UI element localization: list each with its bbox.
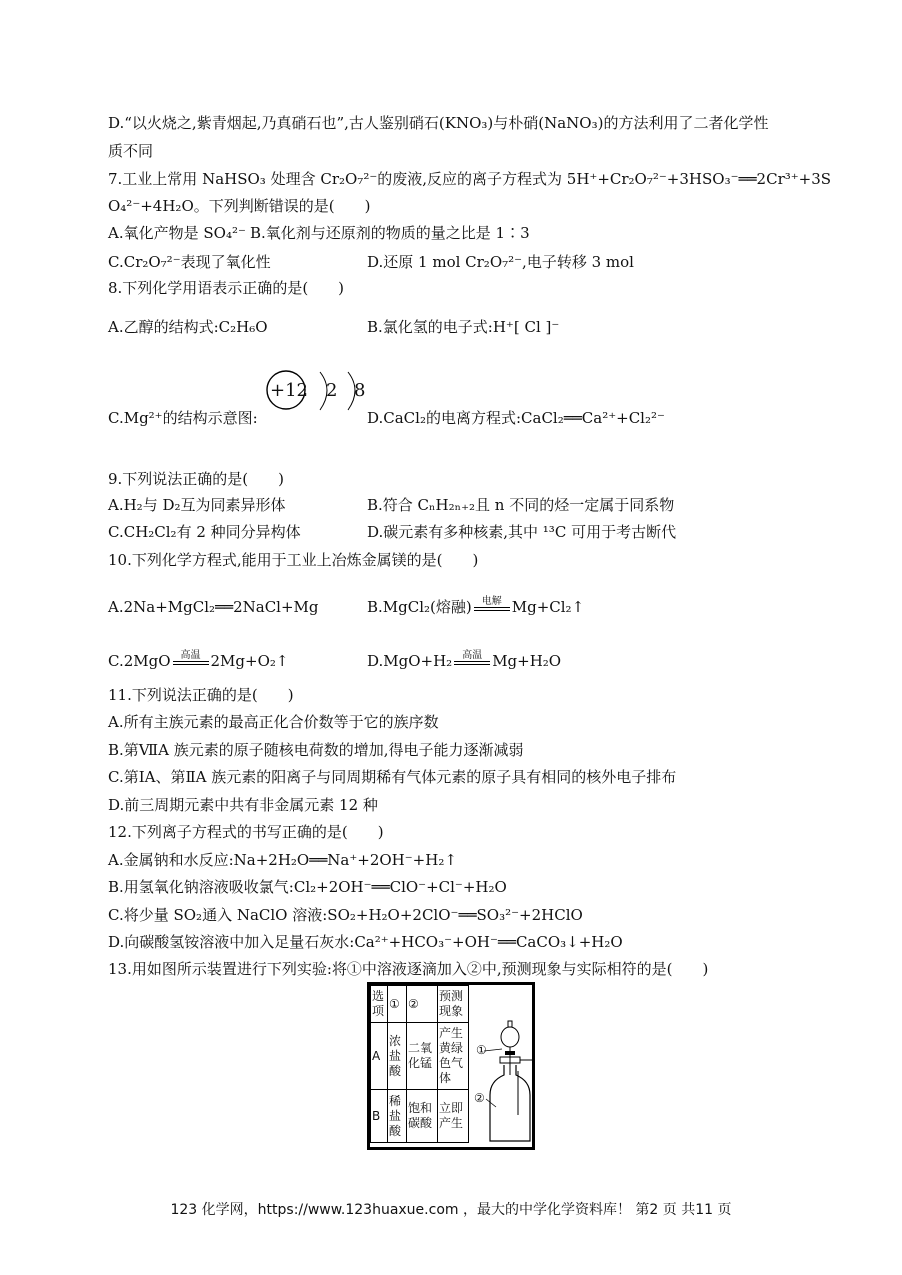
table-cell: A xyxy=(371,1023,388,1090)
table-cell: 饱和碳酸 xyxy=(407,1090,438,1143)
q10-b-products: Mg+Cl₂↑ xyxy=(511,598,585,616)
q8-option-a: A.乙醇的结构式:C₂H₆O xyxy=(108,318,268,336)
q12-option-d: D.向碳酸氢铵溶液中加入足量石灰水:Ca²⁺+HCO₃⁻+OH⁻══CaCO₃↓+H₂O xyxy=(108,933,623,951)
q11-option-a: A.所有主族元素的最高正化合价数等于它的族序数 xyxy=(108,713,439,731)
q7-option-a: A.氧化产物是 SO₄²⁻ xyxy=(108,224,246,242)
q10-c-arrow xyxy=(171,652,211,672)
header-cell: ② xyxy=(407,986,438,1023)
q10-option-d xyxy=(367,651,561,672)
header-cell: 选项 xyxy=(371,986,388,1023)
table-cell: 二氧化锰 xyxy=(407,1023,438,1090)
q10-b-arrow xyxy=(472,598,512,618)
q11-option-c: C.第ⅠA、第ⅡA 族元素的阳离子与同周期稀有气体元素的原子具有相同的核外电子排布 xyxy=(108,768,677,786)
q11-option-d: D.前三周期元素中共有非金属元素 12 种 xyxy=(108,796,378,814)
q10-option-b xyxy=(367,597,584,618)
table-cell: B xyxy=(371,1090,388,1143)
q9-option-d: D.碳元素有多种核素,其中 ¹³C 可用于考古断代 xyxy=(367,523,677,541)
flask-label: ② xyxy=(474,1091,485,1105)
table-cell: 立即产生 xyxy=(438,1090,469,1143)
table-row xyxy=(371,1090,469,1143)
q13-figure xyxy=(367,982,535,1150)
table-cell: 产生黄绿色气体 xyxy=(438,1023,469,1090)
q8-option-b: B.氯化氢的电子式:H⁺[ Cl ]⁻ xyxy=(367,318,560,336)
q11-option-b: B.第ⅦA 族元素的原子随核电荷数的增加,得电子能力逐渐减弱 xyxy=(108,741,524,759)
q6-option-d-line1: D.“以火烧之,紫青烟起,乃真硝石也”,古人鉴别硝石(KNO₃)与朴硝(NaNO₃)的方法利用了二者化学性 xyxy=(108,114,769,132)
q7-option-d: D.还原 1 mol Cr₂O₇²⁻,电子转移 3 mol xyxy=(367,253,634,271)
q10-c-products: 2Mg+O₂↑ xyxy=(210,652,289,670)
table-header-row xyxy=(371,986,469,1023)
q10-b-condition: 电解 xyxy=(481,596,502,607)
funnel-label: ① xyxy=(476,1043,487,1057)
q9-option-a: A.H₂与 D₂互为同素异形体 xyxy=(108,496,286,514)
header-cell: ① xyxy=(388,986,407,1023)
q7-stem-line1: 7.工业上常用 NaHSO₃ 处理含 Cr₂O₇²⁻的废液,反应的离子方程式为 5H⁺+Cr₂O₇²⁻+3HSO₃⁻══2Cr³⁺+3S xyxy=(108,170,832,188)
page-footer: 123 化学网，https://www.123huaxue.com ，最大的中学化学资料库！ 第2 页 共11 页 xyxy=(170,1202,732,1218)
table-row xyxy=(371,1023,469,1090)
q10-stem: 10.下列化学方程式,能用于工业上冶炼金属镁的是( ) xyxy=(108,551,479,569)
q7-stem-line2: O₄²⁻+4H₂O。下列判断错误的是( ) xyxy=(108,197,371,215)
q10-option-c xyxy=(108,651,288,672)
table-cell: 浓盐酸 xyxy=(388,1023,407,1090)
q11-stem: 11.下列说法正确的是( ) xyxy=(108,686,294,704)
mg-ion-structure-diagram xyxy=(264,368,374,418)
q10-c-reactants: C.2MgO xyxy=(108,652,171,670)
q10-c-condition: 高温 xyxy=(180,650,201,661)
q7-option-c: C.Cr₂O₇²⁻表现了氧化性 xyxy=(108,253,271,271)
q10-d-condition: 高温 xyxy=(462,650,483,661)
nucleus-charge: +12 xyxy=(270,380,308,401)
q12-option-a: A.金属钠和水反应:Na+2H₂O══Na⁺+2OH⁻+H₂↑ xyxy=(108,851,457,869)
q7-option-b: B.氧化剂与还原剂的物质的量之比是 1∶3 xyxy=(250,224,530,242)
shell-1-electrons: 2 xyxy=(326,380,338,401)
q10-b-reactants: B.MgCl₂(熔融) xyxy=(367,598,472,616)
q10-d-reactants: D.MgO+H₂ xyxy=(367,652,453,670)
q12-option-b: B.用氢氧化钠溶液吸收氯气:Cl₂+2OH⁻══ClO⁻+Cl⁻+H₂O xyxy=(108,878,507,896)
q8-stem: 8.下列化学用语表示正确的是( ) xyxy=(108,279,345,297)
q8-option-d: D.CaCl₂的电离方程式:CaCl₂══Ca²⁺+Cl₂²⁻ xyxy=(367,409,665,427)
shell-2-electrons: 8 xyxy=(354,380,366,401)
q9-stem: 9.下列说法正确的是( ) xyxy=(108,470,285,488)
q9-option-c: C.CH₂Cl₂有 2 种同分异构体 xyxy=(108,523,301,541)
separatory-funnel-flask-apparatus xyxy=(476,1015,534,1147)
q8-option-c: C.Mg²⁺的结构示意图: xyxy=(108,409,258,427)
q13-table xyxy=(370,985,469,1143)
q10-option-a: A.2Na+MgCl₂══2NaCl+Mg xyxy=(108,598,319,616)
header-cell: 预测现象 xyxy=(438,986,469,1023)
table-cell: 稀盐酸 xyxy=(388,1090,407,1143)
q10-d-products: Mg+H₂O xyxy=(492,652,562,670)
q13-stem: 13.用如图所示装置进行下列实验:将①中溶液逐滴加入②中,预测现象与实际相符的是( ) xyxy=(108,960,709,978)
q9-option-b: B.符合 CₙH₂ₙ₊₂且 n 不同的烃一定属于同系物 xyxy=(367,496,675,514)
q12-option-c: C.将少量 SO₂通入 NaClO 溶液:SO₂+H₂O+2ClO⁻══SO₃²⁻+2HClO xyxy=(108,906,583,924)
q6-option-d-line2: 质不同 xyxy=(108,142,154,160)
q10-d-arrow xyxy=(452,652,492,672)
q12-stem: 12.下列离子方程式的书写正确的是( ) xyxy=(108,823,384,841)
